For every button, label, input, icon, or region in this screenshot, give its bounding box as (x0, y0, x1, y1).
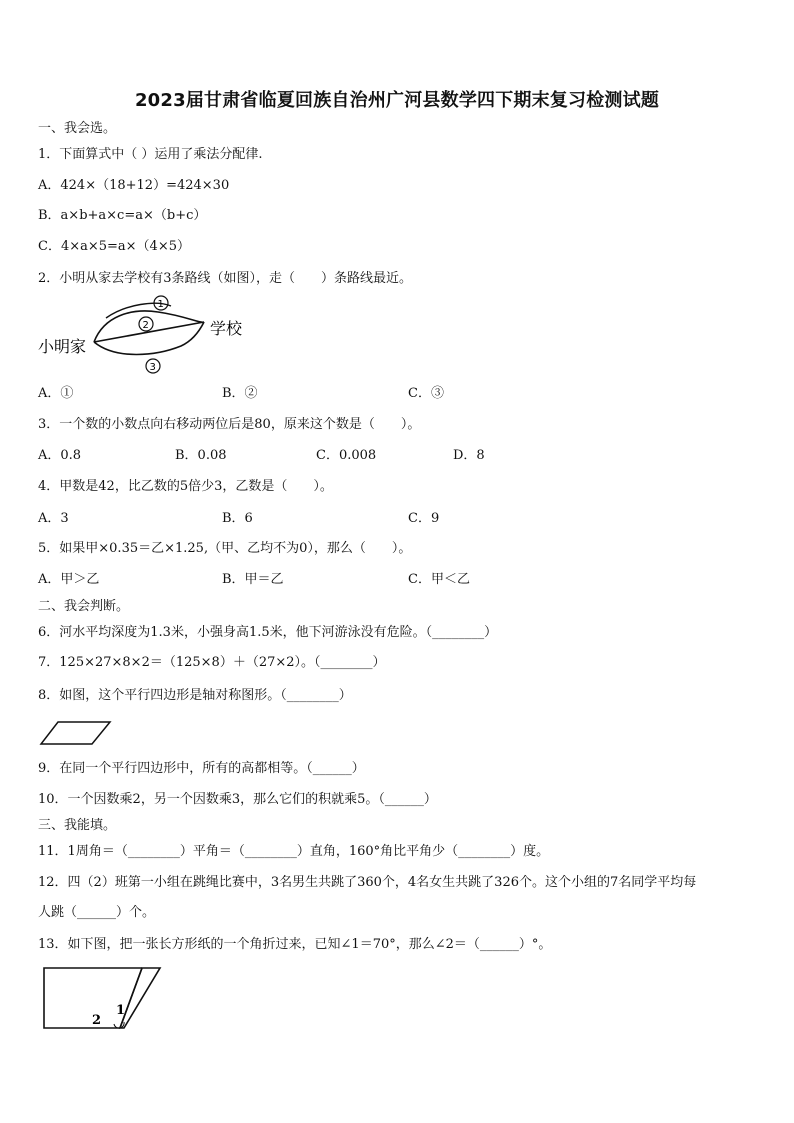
q5-option-b: B．甲＝乙 (222, 572, 284, 587)
parallelogram-figure (40, 720, 112, 746)
angle-1-label: 1 (116, 1003, 126, 1018)
q2-option-c: C．③ (408, 386, 444, 401)
q8-statement: 8．如图，这个平行四边形是轴对称图形。（________） (38, 688, 352, 703)
school-label: 学校 (210, 319, 243, 338)
q3-stem: 3．一个数的小数点向右移动两位后是80，原来这个数是（ ）。 (38, 417, 421, 432)
home-label: 小明家 (38, 337, 87, 356)
q5-option-a: A．甲＞乙 (38, 572, 100, 587)
svg-text:3: 3 (149, 362, 156, 373)
q2-option-a: A．① (38, 386, 74, 401)
q9-statement: 9．在同一个平行四边形中，所有的高都相等。（______） (38, 761, 365, 776)
section-3-heading: 三、我能填。 (38, 818, 117, 833)
section-1-heading: 一、我会选。 (38, 121, 117, 136)
route-diagram (36, 294, 266, 376)
page-title: 2023届甘肃省临夏回族自治州广河县数学四下期末复习检测试题 (134, 90, 660, 111)
q5-stem: 5．如果甲×0.35＝乙×1.25,（甲、乙均不为0），那么（ ）。 (38, 541, 412, 556)
q1-stem: 1．下面算式中（ ）运用了乘法分配律. (38, 147, 263, 162)
q11-stem: 11．1周角＝（________）平角＝（________）直角，160°角比平角少（________）度。 (38, 844, 550, 859)
q3-option-c: C．0.008 (316, 448, 377, 463)
q4-option-c: C．9 (408, 511, 440, 526)
q2-option-b: B．② (222, 386, 258, 401)
q1-option-b: B．a×b+a×c=a×（b+c） (38, 208, 207, 223)
q12-stem-line1: 12．四（2）班第一小组在跳绳比赛中，3名男生共跳了360个，4名女生共跳了326个。这个小组的7名同学平均每 (38, 875, 697, 890)
q1-option-a: A．424×（18+12）=424×30 (38, 178, 230, 193)
q3-option-d: D．8 (453, 448, 485, 463)
q2-stem: 2．小明从家去学校有3条路线（如图），走（ ）条路线最近。 (38, 271, 413, 286)
q3-option-a: A．0.8 (38, 448, 82, 463)
q12-stem-line2: 人跳（______）个。 (38, 905, 156, 920)
folded-paper-figure (42, 966, 162, 1032)
angle-2-label: 2 (92, 1013, 102, 1028)
svg-text:1: 1 (157, 299, 164, 310)
q5-option-c: C．甲＜乙 (408, 572, 470, 587)
svg-text:2: 2 (142, 320, 149, 331)
q3-option-b: B．0.08 (175, 448, 227, 463)
q6-statement: 6．河水平均深度为1.3米，小强身高1.5米，他下河游泳没有危险。（________） (38, 625, 498, 640)
q4-stem: 4．甲数是42，比乙数的5倍少3，乙数是（ ）。 (38, 479, 333, 494)
q10-statement: 10．一个因数乘2，另一个因数乘3，那么它们的积就乘5。（______） (38, 792, 437, 807)
q7-statement: 7．125×27×8×2＝（125×8）＋（27×2）。（________） (38, 655, 386, 670)
section-2-heading: 二、我会判断。 (38, 599, 130, 614)
q4-option-b: B．6 (222, 511, 253, 526)
q1-option-c: C．4×a×5=a×（4×5） (38, 239, 190, 254)
q4-option-a: A．3 (38, 511, 69, 526)
q13-stem: 13．如下图，把一张长方形纸的一个角折过来，已知∠1＝70°，那么∠2＝（______）°。 (38, 937, 552, 952)
